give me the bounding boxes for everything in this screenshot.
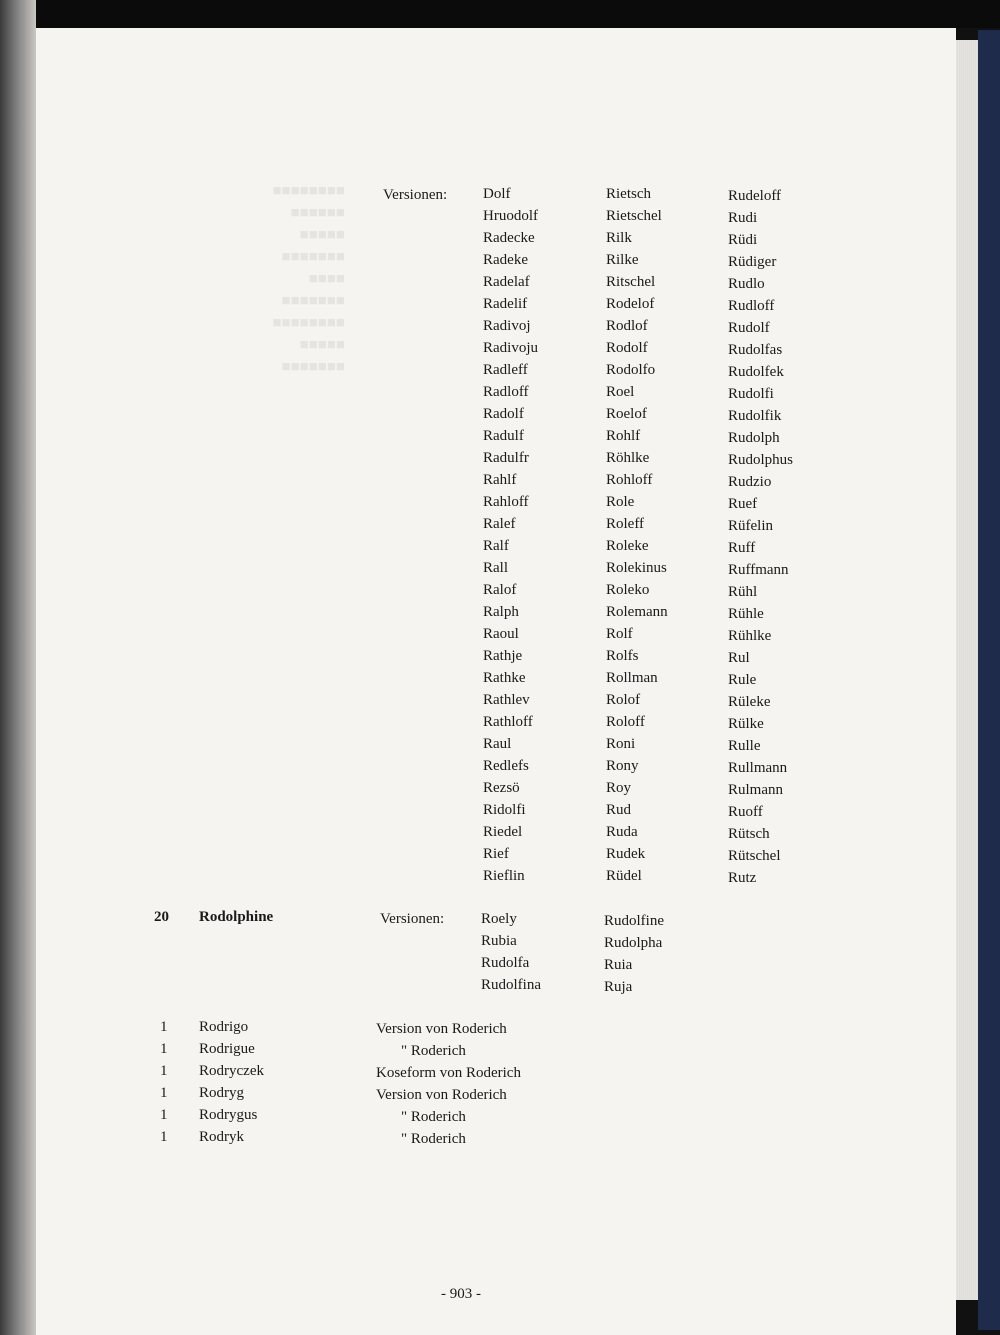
version-name: Radulfr	[483, 450, 529, 466]
entry-name: Rodryczek	[199, 1063, 264, 1079]
entry-name: Rodrygus	[199, 1107, 258, 1123]
version-name: Ruia	[604, 957, 633, 973]
version-name: Role	[606, 494, 635, 510]
entry-note: " Roderich	[401, 1109, 466, 1125]
version-name: Rud	[606, 802, 632, 818]
version-name: Rudolfik	[728, 408, 782, 424]
version-name: Rolemann	[606, 604, 668, 620]
version-name: Rüdi	[728, 232, 758, 248]
version-name: Rief	[483, 846, 509, 862]
versions-column-1	[483, 183, 538, 887]
version-name: Roy	[606, 780, 632, 796]
entry-name: Rodrigue	[199, 1041, 255, 1057]
page-stack-edge	[956, 40, 978, 1300]
version-name: Rall	[483, 560, 508, 576]
version-name: Roleff	[606, 516, 645, 532]
version-name: Ruja	[604, 979, 633, 995]
version-name: Rietschel	[606, 208, 662, 224]
version-name: Rudolfine	[604, 913, 664, 929]
version-name: Radecke	[483, 230, 535, 246]
entry-name: Rodolphine	[199, 909, 274, 925]
version-name: Roelof	[606, 406, 647, 422]
version-name: Rüleke	[728, 694, 771, 710]
version-name: Hruodolf	[483, 208, 538, 224]
version-name: Ralef	[483, 516, 516, 532]
version-name: Rudi	[728, 210, 758, 226]
version-name: Rollman	[606, 670, 658, 686]
version-name: Rudeloff	[728, 188, 782, 204]
version-name: Rühl	[728, 584, 758, 600]
version-name: Rony	[606, 758, 639, 774]
version-name: Radelif	[483, 296, 528, 312]
version-name: Rathje	[483, 648, 523, 664]
version-name: Rul	[728, 650, 750, 666]
entry-count: 1	[160, 1063, 168, 1079]
book-spine	[0, 0, 36, 1335]
version-name: Rilke	[606, 252, 639, 268]
version-name: Redlefs	[483, 758, 529, 774]
book-cover-edge	[978, 30, 1000, 1330]
entry-note: " Roderich	[401, 1131, 466, 1147]
version-name: Rullmann	[728, 760, 788, 776]
entry-count: 1	[160, 1019, 168, 1035]
version-name: Rolf	[606, 626, 633, 642]
page-number: - 903 -	[441, 1286, 481, 1302]
entry-note: Version von Roderich	[376, 1087, 507, 1103]
version-name: Rüfelin	[728, 518, 773, 534]
version-name: Rieflin	[483, 868, 525, 884]
version-name: Ruoff	[728, 804, 763, 820]
version-name: Ralph	[483, 604, 519, 620]
version-name: Rühle	[728, 606, 764, 622]
entry-name: Rodryg	[199, 1085, 244, 1101]
version-name: Radivoju	[483, 340, 538, 356]
version-name: Rolof	[606, 692, 641, 708]
version-name: Dolf	[483, 186, 511, 202]
entry-name: Rodryk	[199, 1129, 244, 1145]
version-name: Rudolfek	[728, 364, 784, 380]
version-name: Rulmann	[728, 782, 783, 798]
version-name: Rodolfo	[606, 362, 656, 378]
version-name: Radivoj	[483, 318, 531, 334]
entry-note: " Roderich	[401, 1043, 466, 1059]
version-name: Rutz	[728, 870, 757, 886]
rodolphine-versions-column-2	[604, 910, 664, 998]
rodolphine-versions-column-1	[481, 908, 541, 996]
version-name: Rudolfina	[481, 977, 541, 993]
version-name: Roleke	[606, 538, 649, 554]
entry-note: Koseform von Roderich	[376, 1065, 521, 1081]
version-name: Rohloff	[606, 472, 653, 488]
entry-count: 1	[160, 1107, 168, 1123]
version-name: Rudolpha	[604, 935, 663, 951]
version-name: Rahlf	[483, 472, 517, 488]
version-name: Roely	[481, 911, 517, 927]
version-name: Raoul	[483, 626, 519, 642]
version-name: Rubia	[481, 933, 517, 949]
version-name: Rudolfi	[728, 386, 774, 402]
scan-top-border	[0, 0, 1000, 28]
version-name: Radolf	[483, 406, 524, 422]
version-name: Rathlev	[483, 692, 530, 708]
version-name: Rodelof	[606, 296, 655, 312]
version-name: Ralof	[483, 582, 517, 598]
version-name: Riedel	[483, 824, 523, 840]
version-name: Rudzio	[728, 474, 772, 490]
version-name: Raul	[483, 736, 512, 752]
version-name: Rudloff	[728, 298, 775, 314]
version-name: Radulf	[483, 428, 524, 444]
version-name: Radelaf	[483, 274, 530, 290]
version-name: Rolfs	[606, 648, 639, 664]
version-name: Rudolfas	[728, 342, 783, 358]
version-name: Ruffmann	[728, 562, 789, 578]
version-name: Rahloff	[483, 494, 529, 510]
version-name: Rohlf	[606, 428, 641, 444]
version-name: Ritschel	[606, 274, 656, 290]
versions-column-2	[606, 183, 668, 887]
version-name: Rathke	[483, 670, 526, 686]
version-name: Rudolph	[728, 430, 780, 446]
version-name: Rühlke	[728, 628, 772, 644]
version-name: Rudlo	[728, 276, 765, 292]
version-name: Ruff	[728, 540, 756, 556]
entry-count: 1	[160, 1129, 168, 1145]
version-name: Rudolfa	[481, 955, 530, 971]
version-name: Rudek	[606, 846, 646, 862]
bleed-through-left: ■■■■■■■■ ■■■■■■ ■■■■■ ■■■■■■■ ■■■■ ■■■■■■■ ■■■■■■■■ ■■■■■ ■■■■■■■	[272, 183, 345, 375]
entry-name: Rodrigo	[199, 1019, 249, 1035]
version-name: Rülke	[728, 716, 764, 732]
versions-label: Versionen:	[380, 911, 445, 927]
version-name: Roloff	[606, 714, 645, 730]
version-name: Rulle	[728, 738, 761, 754]
version-name: Rüdel	[606, 868, 642, 884]
version-name: Ruef	[728, 496, 758, 512]
version-name: Ruda	[606, 824, 638, 840]
version-name: Rütschel	[728, 848, 781, 864]
version-name: Rüdiger	[728, 254, 777, 270]
version-name: Rolekinus	[606, 560, 667, 576]
version-name: Röhlke	[606, 450, 650, 466]
version-name: Rudolf	[728, 320, 770, 336]
version-name: Radloff	[483, 384, 529, 400]
version-name: Rathloff	[483, 714, 533, 730]
version-name: Radleff	[483, 362, 528, 378]
version-name: Ridolfi	[483, 802, 526, 818]
version-name: Roel	[606, 384, 635, 400]
version-name: Rilk	[606, 230, 632, 246]
entry-count: 20	[154, 909, 169, 925]
versions-label: Versionen:	[383, 187, 448, 203]
version-name: Rezsö	[483, 780, 520, 796]
version-name: Roni	[606, 736, 636, 752]
entry-count: 1	[160, 1085, 168, 1101]
versions-column-3	[728, 185, 793, 889]
version-name: Rietsch	[606, 186, 651, 202]
version-name: Rodlof	[606, 318, 648, 334]
version-name: Rudolphus	[728, 452, 794, 468]
version-name: Roleko	[606, 582, 650, 598]
entry-note: Version von Roderich	[376, 1021, 507, 1037]
version-name: Rütsch	[728, 826, 770, 842]
version-name: Radeke	[483, 252, 528, 268]
entry-count: 1	[160, 1041, 168, 1057]
version-name: Ralf	[483, 538, 509, 554]
version-name: Rodolf	[606, 340, 648, 356]
version-name: Rule	[728, 672, 757, 688]
